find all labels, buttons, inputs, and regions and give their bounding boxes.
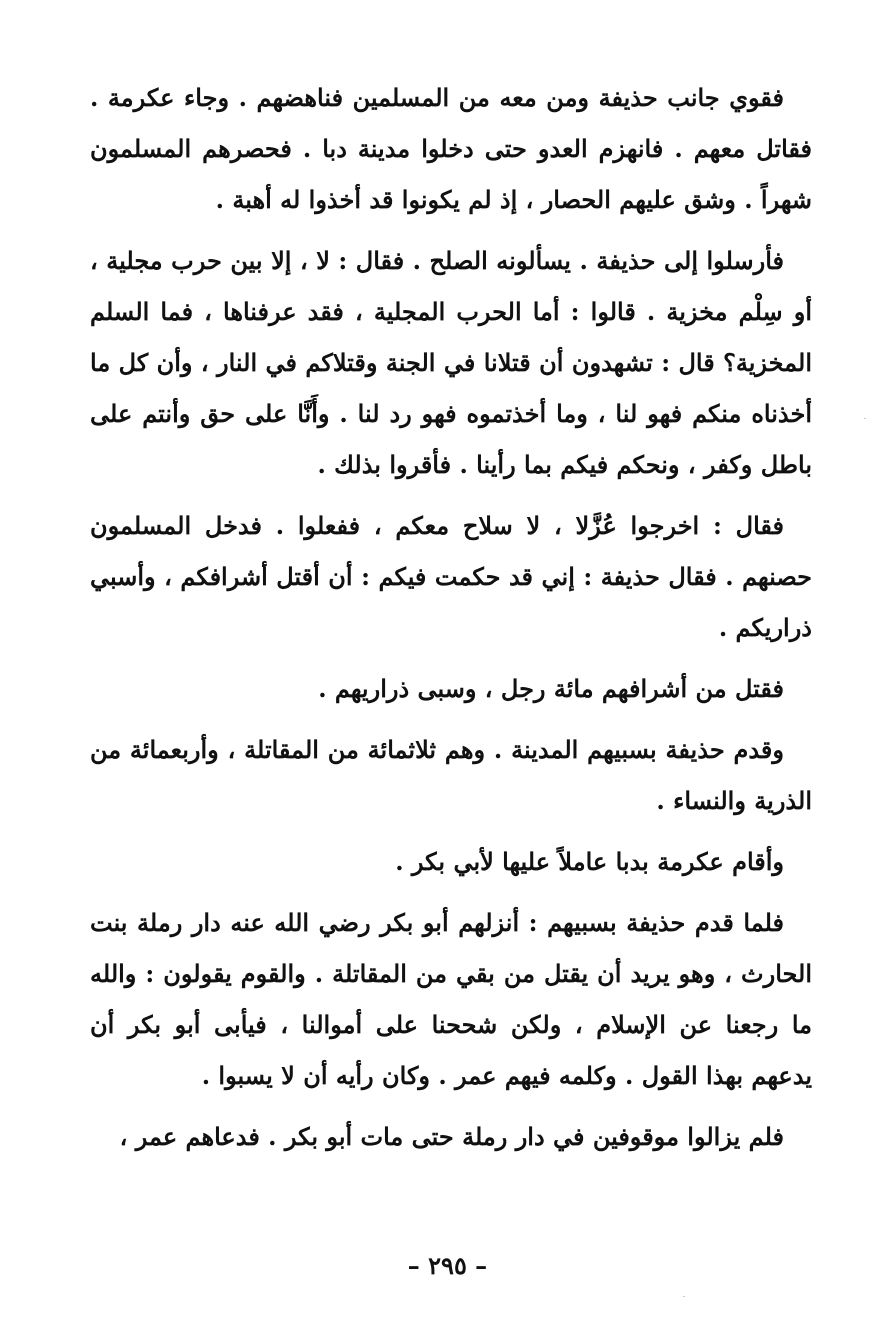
paragraph-4: فقتل من أشرافهم مائة رجل ، وسبى ذراريهم .: [318, 674, 784, 703]
scan-speck: [864, 418, 866, 419]
page-number: – ٢٩٥ –: [407, 1251, 488, 1280]
page-body-text: [90, 72, 812, 1172]
paragraph-6: وأقام عكرمة بدبا عاملاً عليها لأبي بكر .: [395, 847, 784, 876]
paragraph-2: فأرسلوا إلى حذيفة . يسألونه الصلح . فقال : لا ، إلا بين حرب مجلية ، أو سِلْم مخزية . قالوا : أما الحرب المجلية ، فقد عرفناها ، فما السلم المخزية؟ قال : تشهدون أن قتلانا في الجنة وقتلاكم في النار ، وأن كل ما أخذناه منكم فهو لنا ، وما أخذتموه فهو رد لنا . وأَنَّا على حق وأنتم على باطل وكفر ، ونحكم فيكم بما رأينا . فأقروا بذلك .: [90, 246, 812, 479]
paragraph-1: فقوي جانب حذيفة ومن معه من المسلمين فناهضهم . وجاء عكرمة . فقاتل معهم . فانهزم العدو حتى دخلوا مدينة دبا . فحصرهم المسلمون شهراً . وشق عليهم الحصار ، إذ لم يكونوا قد أخذوا له أهبة .: [90, 83, 812, 214]
paragraph-3: فقال : اخرجوا عُزَّلا ، لا سلاح معكم ، ففعلوا . فدخل المسلمون حصنهم . فقال حذيفة : إني قد حكمت فيكم : أن أقتل أشرافكم ، وأسبي ذراريكم .: [90, 511, 812, 642]
paragraph-7: فلما قدم حذيفة بسبيهم : أنزلهم أبو بكر رضي الله عنه دار رملة بنت الحارث ، وهو يريد أن يقتل من بقي من المقاتلة . والقوم يقولون : والله ما رجعنا عن الإسلام ، ولكن شححنا على أموالنا ، فيأبى أبو بكر أن يدعهم بهذا القول . وكلمه فيهم عمر . وكان رأيه أن لا يسبوا .: [90, 908, 812, 1090]
paragraph-5: وقدم حذيفة بسبيهم المدينة . وهم ثلاثمائة من المقاتلة ، وأربعمائة من الذرية والنساء .: [90, 735, 812, 815]
scan-speck: [683, 1296, 685, 1297]
paragraph-8: فلم يزالوا موقوفين في دار رملة حتى مات أبو بكر . فدعاهم عمر ،: [119, 1122, 784, 1151]
